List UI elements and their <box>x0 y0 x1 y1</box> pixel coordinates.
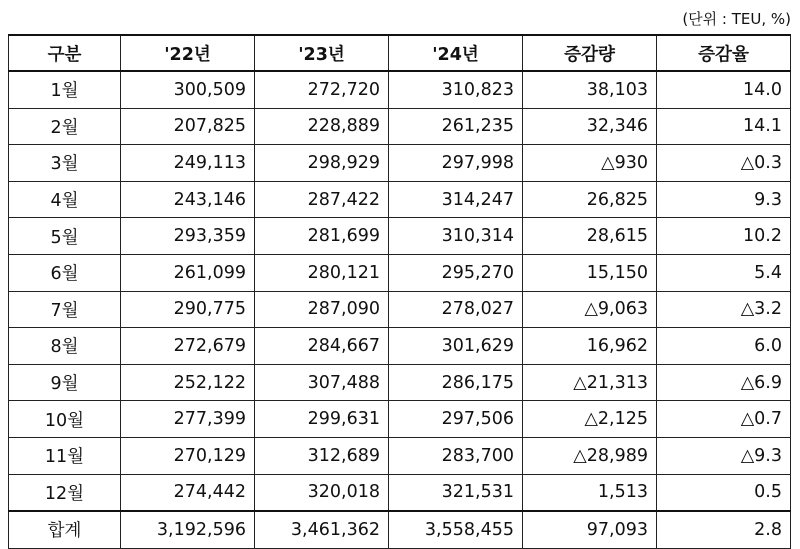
change-rate: △9.3 <box>657 437 791 474</box>
change-amount: 28,615 <box>523 218 657 255</box>
table-row <box>9 328 791 365</box>
value-22: 207,825 <box>121 108 255 145</box>
value-22: 272,679 <box>121 328 255 365</box>
table-row <box>9 181 791 218</box>
value-22: 290,775 <box>121 291 255 328</box>
header-year-23: '23년 <box>255 35 389 71</box>
change-rate: △6.9 <box>657 364 791 401</box>
table-row <box>9 254 791 291</box>
change-amount: 97,093 <box>523 511 657 548</box>
header-year-22: '22년 <box>121 35 255 71</box>
value-22: 3,192,596 <box>121 511 255 548</box>
month-label: 6월 <box>9 254 121 291</box>
change-rate: △3.2 <box>657 291 791 328</box>
value-24: 3,558,455 <box>389 511 523 548</box>
value-23: 287,090 <box>255 291 389 328</box>
value-24: 278,027 <box>389 291 523 328</box>
month-label: 7월 <box>9 291 121 328</box>
value-24: 310,314 <box>389 218 523 255</box>
value-24: 301,629 <box>389 328 523 365</box>
value-23: 280,121 <box>255 254 389 291</box>
value-23: 228,889 <box>255 108 389 145</box>
change-amount: 38,103 <box>523 71 657 108</box>
value-23: 3,461,362 <box>255 511 389 548</box>
value-24: 295,270 <box>389 254 523 291</box>
change-rate: 14.0 <box>657 71 791 108</box>
value-23: 272,720 <box>255 71 389 108</box>
change-amount: △9,063 <box>523 291 657 328</box>
change-rate: △0.3 <box>657 145 791 182</box>
table-row <box>9 218 791 255</box>
month-label: 8월 <box>9 328 121 365</box>
change-rate: 9.3 <box>657 181 791 218</box>
header-year-24: '24년 <box>389 35 523 71</box>
change-amount: △28,989 <box>523 437 657 474</box>
change-rate: 6.0 <box>657 328 791 365</box>
month-label: 11월 <box>9 437 121 474</box>
total-row <box>9 511 791 548</box>
month-label: 12월 <box>9 474 121 511</box>
month-label: 합계 <box>9 511 121 548</box>
value-24: 261,235 <box>389 108 523 145</box>
table-row <box>9 108 791 145</box>
header-row <box>9 35 791 71</box>
table-row <box>9 71 791 108</box>
change-amount: 1,513 <box>523 474 657 511</box>
month-label: 3월 <box>9 145 121 182</box>
header-change-rate: 증감율 <box>657 35 791 71</box>
value-23: 299,631 <box>255 401 389 438</box>
change-rate: 0.5 <box>657 474 791 511</box>
change-amount: 16,962 <box>523 328 657 365</box>
value-23: 287,422 <box>255 181 389 218</box>
teu-table <box>8 34 791 549</box>
value-24: 283,700 <box>389 437 523 474</box>
month-label: 5월 <box>9 218 121 255</box>
change-rate: △0.7 <box>657 401 791 438</box>
change-amount: 26,825 <box>523 181 657 218</box>
table-row <box>9 401 791 438</box>
value-24: 286,175 <box>389 364 523 401</box>
header-category: 구분 <box>9 35 121 71</box>
month-label: 4월 <box>9 181 121 218</box>
value-23: 298,929 <box>255 145 389 182</box>
month-label: 10월 <box>9 401 121 438</box>
unit-note: (단위 : TEU, %) <box>682 10 791 28</box>
change-amount: 15,150 <box>523 254 657 291</box>
table-row <box>9 364 791 401</box>
table-row <box>9 474 791 511</box>
value-22: 270,129 <box>121 437 255 474</box>
value-22: 249,113 <box>121 145 255 182</box>
value-23: 281,699 <box>255 218 389 255</box>
change-rate: 5.4 <box>657 254 791 291</box>
value-22: 277,399 <box>121 401 255 438</box>
month-label: 2월 <box>9 108 121 145</box>
change-amount: △930 <box>523 145 657 182</box>
change-rate: 2.8 <box>657 511 791 548</box>
table-row <box>9 291 791 328</box>
value-22: 274,442 <box>121 474 255 511</box>
value-24: 297,506 <box>389 401 523 438</box>
value-22: 252,122 <box>121 364 255 401</box>
value-22: 300,509 <box>121 71 255 108</box>
table-row <box>9 437 791 474</box>
value-22: 293,359 <box>121 218 255 255</box>
value-22: 261,099 <box>121 254 255 291</box>
value-22: 243,146 <box>121 181 255 218</box>
change-rate: 10.2 <box>657 218 791 255</box>
month-label: 1월 <box>9 71 121 108</box>
change-amount: △21,313 <box>523 364 657 401</box>
value-24: 321,531 <box>389 474 523 511</box>
value-24: 297,998 <box>389 145 523 182</box>
value-24: 310,823 <box>389 71 523 108</box>
value-23: 312,689 <box>255 437 389 474</box>
value-23: 307,488 <box>255 364 389 401</box>
change-amount: △2,125 <box>523 401 657 438</box>
header-change-amount: 증감량 <box>523 35 657 71</box>
value-23: 320,018 <box>255 474 389 511</box>
month-label: 9월 <box>9 364 121 401</box>
value-23: 284,667 <box>255 328 389 365</box>
value-24: 314,247 <box>389 181 523 218</box>
change-amount: 32,346 <box>523 108 657 145</box>
change-rate: 14.1 <box>657 108 791 145</box>
table-row <box>9 145 791 182</box>
